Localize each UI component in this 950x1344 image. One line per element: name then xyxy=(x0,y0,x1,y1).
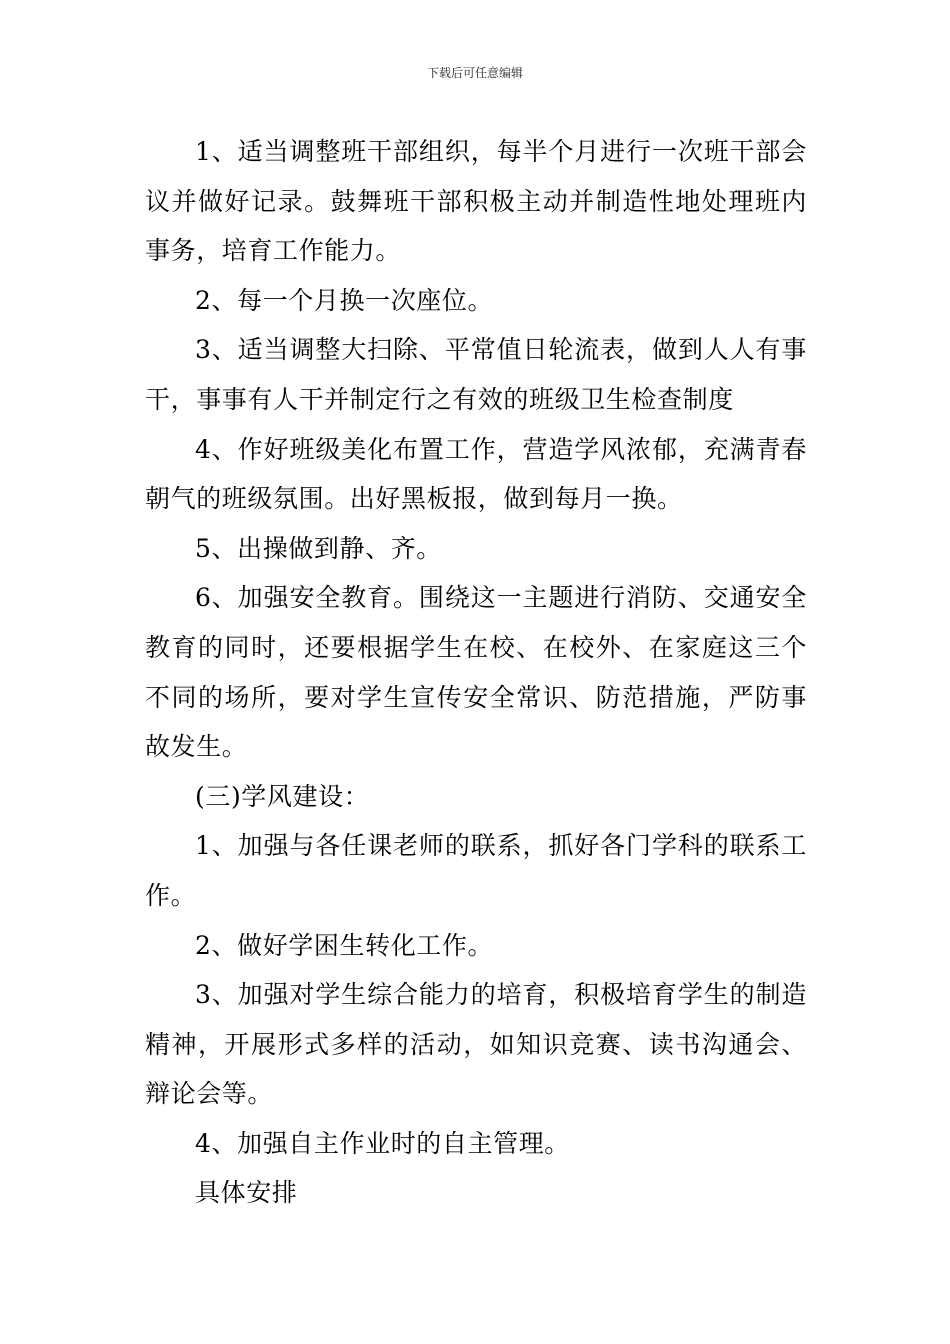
document-body xyxy=(145,127,807,1218)
paragraph-struggling-students: 2、做好学困生转化工作。 xyxy=(195,930,494,960)
section-heading-schedule: 具体安排 xyxy=(195,1178,298,1208)
paragraph-cleaning-duty: 3、适当调整大扫除、平常值日轮流表，做到人人有事干，事事有人干并制定行之有效的班级卫生检查制度 xyxy=(145,335,807,414)
paragraph-self-management: 4、加强自主作业时的自主管理。 xyxy=(195,1128,570,1158)
paragraph-exercise: 5、出操做到静、齐。 xyxy=(195,533,442,563)
paragraph-comprehensive-ability: 3、加强对学生综合能力的培育，积极培育学生的制造精神，开展形式多样的活动，如知识竞赛、读书沟通会、辩论会等。 xyxy=(145,980,807,1109)
paragraph-class-cadre: 1、适当调整班干部组织，每半个月进行一次班干部会议并做好记录。鼓舞班干部积极主动并制造性地处理班内事务，培育工作能力。 xyxy=(145,137,807,266)
paragraph-class-decoration: 4、作好班级美化布置工作，营造学风浓郁，充满青春朝气的班级氛围。出好黑板报，做到每月一换。 xyxy=(145,434,807,514)
section-heading-study-style: (三)学风建设： xyxy=(195,781,370,811)
paragraph-safety-education: 6、加强安全教育。围绕这一主题进行消防、交通安全教育的同时，还要根据学生在校、在校外、在家庭这三个不同的场所，要对学生宣传安全常识、防范措施，严防事故发生。 xyxy=(145,583,807,762)
paragraph-seat-change: 2、每一个月换一次座位。 xyxy=(195,285,494,315)
paragraph-teacher-contact: 1、加强与各任课老师的联系，抓好各门学科的联系工作。 xyxy=(145,831,807,910)
page-header-note: 下载后可任意编辑 xyxy=(426,66,523,80)
